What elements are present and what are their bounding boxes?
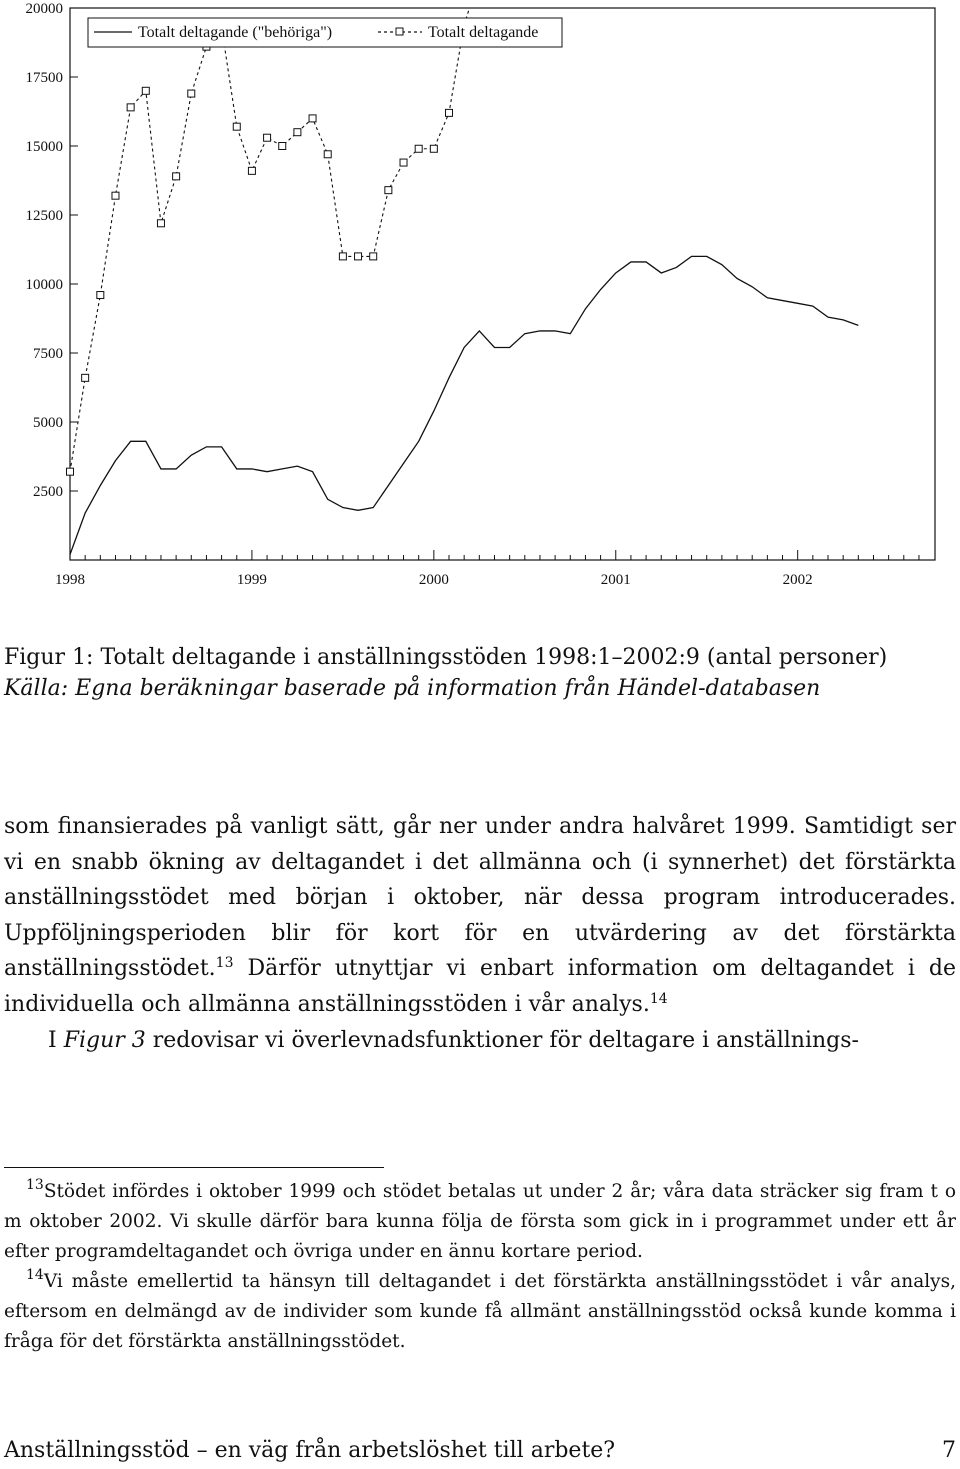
footnote-number: 13 — [26, 1177, 44, 1193]
figure-reference[interactable]: Figur 3 — [63, 1027, 146, 1053]
series-marker-totalt — [67, 468, 74, 475]
series-marker-totalt — [294, 129, 301, 136]
y-tick-label: 10000 — [25, 277, 63, 293]
y-tick-label: 20000 — [25, 1, 63, 17]
series-marker-totalt — [233, 123, 240, 130]
series-marker-totalt — [112, 192, 119, 199]
y-tick-label: 2500 — [33, 484, 63, 500]
paragraph-2-text-a: I — [48, 1027, 64, 1053]
footnotes — [4, 1177, 956, 1357]
series-marker-totalt — [82, 374, 89, 381]
footnote-text: Stödet infördes i oktober 1999 och stödet betalas ut under 2 år; våra data sträcker sig fram t o m oktober 2002. Vi skulle därför bara kunna följa de första som gick in i programmet under ett år efter programdeltagandet och övriga under en ännu kortare period. — [4, 1181, 956, 1262]
legend-label-behoriga: Totalt deltagande ("behöriga") — [138, 24, 333, 41]
y-tick-label: 17500 — [25, 70, 63, 86]
chart-frame — [70, 8, 935, 560]
x-tick-label: 2000 — [418, 572, 449, 588]
series-marker-totalt — [188, 90, 195, 97]
series-marker-totalt — [157, 220, 164, 227]
caption-title — [4, 642, 954, 673]
series-marker-totalt — [400, 159, 407, 166]
series-marker-totalt — [97, 292, 104, 299]
line-chart — [0, 0, 960, 600]
series-marker-totalt — [339, 253, 346, 260]
series-marker-totalt — [355, 253, 362, 260]
x-tick-label: 1999 — [236, 572, 267, 588]
paragraph-1 — [4, 809, 956, 1023]
footnote-number: 14 — [26, 1267, 44, 1283]
series-marker-totalt — [370, 253, 377, 260]
footnote-text: Vi måste emellertid ta hänsyn till deltagandet i det förstärkta anställningsstödet i vår analys, eftersom en delmängd av de individer som kunde få allmänt anställningsstöd också kunde komma i fråga för det förstärkta anställningsstödet. — [4, 1271, 956, 1352]
caption-source: Källa: Egna beräkningar baserade på information från Händel-databasen — [4, 676, 821, 701]
running-footer-title: Anställningsstöd – en väg från arbetslöshet till arbete? — [4, 1438, 616, 1463]
plot-border — [70, 8, 935, 560]
series-marker-totalt — [415, 145, 422, 152]
legend-marker-totalt — [396, 28, 403, 35]
footnote-ref-13[interactable]: 13 — [215, 955, 234, 972]
y-tick-label: 12500 — [25, 208, 63, 224]
paragraph-1-text-a: som finansierades på vanligt sätt, går ner under andra halvåret 1999. Samtidigt ser vi en snabb ökning av deltagandet i det allmänna och (i synnerhet) det förstärkta anställningsstödet med början i oktober, när dessa program introducerades. Uppföljningsperioden blir för kort för en utvärdering av det förstärkta anställningsstödet. — [4, 814, 956, 982]
x-axis — [55, 550, 919, 588]
caption-text: Totalt deltagande i anställningsstöden 1998:1–2002:9 (antal personer) — [100, 645, 888, 670]
series-marker-totalt — [173, 173, 180, 180]
legend — [88, 18, 562, 47]
legend-label-totalt: Totalt deltagande — [428, 24, 539, 41]
series-marker-totalt — [309, 115, 316, 122]
running-footer — [4, 1436, 956, 1466]
paragraph-1-text-b: Därför utnyttjar vi enbart information om deltagandet i de individuella och allmänna anställningsstöden i vår analys. — [4, 956, 956, 1017]
footnote-rule — [4, 1167, 384, 1168]
footnote-13 — [4, 1177, 956, 1267]
series-marker-totalt — [324, 151, 331, 158]
footnote-ref-14[interactable]: 14 — [649, 990, 668, 1007]
x-tick-label: 2002 — [782, 572, 813, 588]
y-tick-label: 15000 — [25, 139, 63, 155]
x-tick-label: 2001 — [600, 572, 631, 588]
paragraph-2 — [4, 1023, 956, 1059]
figure-caption — [4, 642, 954, 704]
body-text — [4, 809, 956, 1058]
series-marker-totalt — [430, 145, 437, 152]
series-marker-totalt — [446, 109, 453, 116]
page-number: 7 — [942, 1438, 956, 1463]
x-tick-label: 1998 — [55, 572, 85, 588]
caption-figure-label: Figur 1: — [4, 645, 94, 670]
series-marker-totalt — [279, 143, 286, 150]
y-tick-label: 7500 — [33, 346, 63, 362]
series-layer — [67, 0, 935, 554]
paragraph-2-text-b: redovisar vi överlevnadsfunktioner för deltagare i anställnings- — [145, 1027, 859, 1053]
series-line-behoriga — [70, 256, 858, 554]
y-tick-label: 5000 — [33, 415, 63, 431]
series-marker-totalt — [248, 167, 255, 174]
series-marker-totalt — [385, 187, 392, 194]
series-marker-totalt — [264, 134, 271, 141]
series-marker-totalt — [142, 87, 149, 94]
series-line-totalt — [70, 0, 934, 472]
footnote-14 — [4, 1267, 956, 1357]
series-marker-totalt — [127, 104, 134, 111]
